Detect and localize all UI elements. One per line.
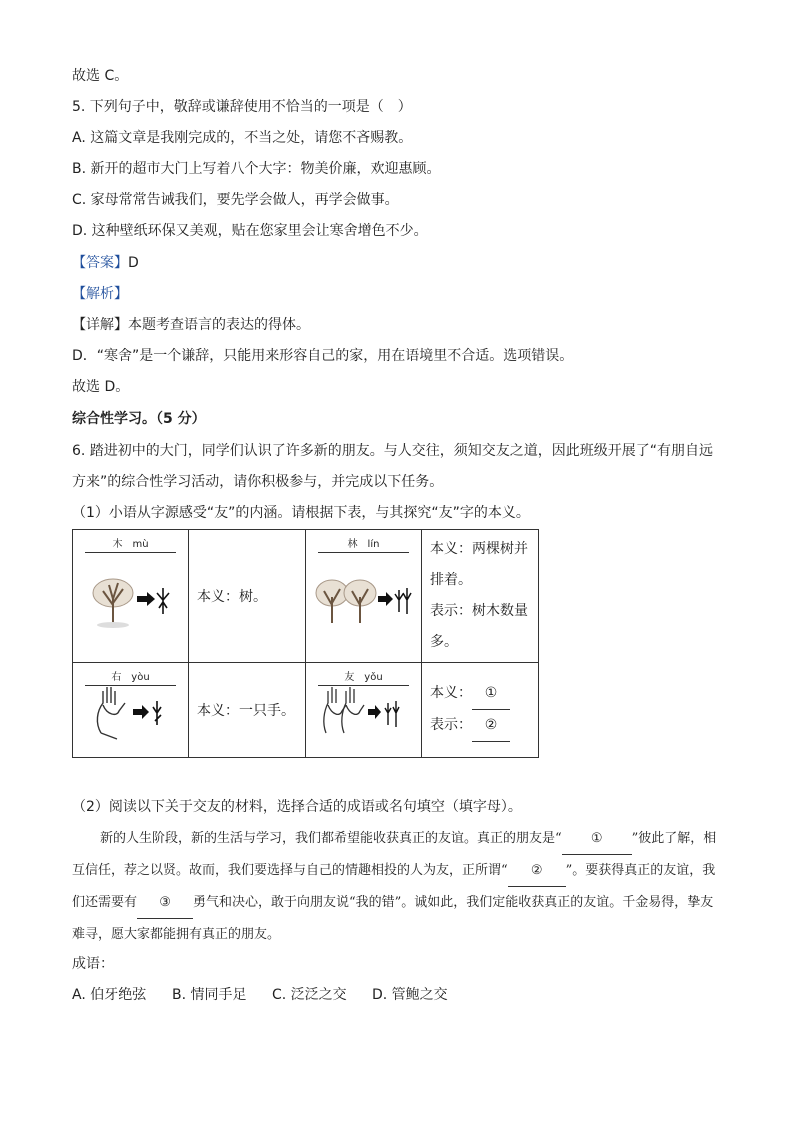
q5-option-a: A. 这篇文章是我刚完成的，不当之处，请您不吝赐教。: [72, 130, 413, 146]
blank-1[interactable]: ①: [472, 678, 510, 710]
you2-prefix1: 本义：: [430, 685, 472, 701]
q5-stem: 5. 下列句子中，敬辞或谦辞使用不恰当的一项是（ ）: [72, 99, 412, 115]
you2-line1: [430, 678, 538, 710]
q5-conclusion: 故选 D。: [72, 379, 130, 395]
two-hands-to-glyph-icon: [306, 663, 421, 757]
blank-2[interactable]: ②: [472, 710, 510, 742]
idiom-b: B. 情同手足: [172, 987, 247, 1003]
answer-value: D: [128, 255, 139, 271]
q5-option-c: C. 家母常常告诫我们，要先学会做人，再学会做事。: [72, 192, 399, 208]
passage-blank-2[interactable]: ②: [508, 855, 566, 887]
friendship-passage: [72, 823, 724, 950]
idiom-d: D. 管鲍之交: [372, 987, 448, 1003]
lin-image-cell: [306, 530, 422, 663]
passage-p1: 新的人生阶段，新的生活与学习，我们都希望能收获真正的友谊。真正的朋友是“: [100, 831, 562, 846]
analysis-tag: 【解析】: [72, 286, 128, 302]
hand-to-glyph-icon: [73, 663, 188, 757]
mu-image-cell: [73, 530, 189, 663]
section-title: 综合性学习。（5 分）: [72, 411, 206, 427]
q6-sub1: （1）小语从字源感受“友”的内涵。请根据下表，与其探究“友”字的本义。: [72, 505, 530, 521]
passage-p3: ”。要获得真正的友谊，我们还需要有: [72, 863, 716, 910]
passage-p4: 勇气和决心，敢于向朋友说“我的错”。诚如此，我们定能收获真正的友谊。千金易得，挚友难寻，愿大家都能拥有真正的朋友。: [72, 895, 714, 942]
q5-detail: 【详解】本题考查语言的表达的得体。: [72, 317, 310, 333]
tree-to-glyph-icon: [73, 530, 188, 662]
q6-stem-line2: 方来”的综合性学习活动，请你积极参与，并完成以下任务。: [72, 474, 444, 490]
lin-line3: 表示：树木数量: [430, 603, 528, 619]
idioms-label: 成语：: [72, 956, 114, 972]
answer-tag: 【答案】: [72, 255, 128, 271]
prev-answer: 故选 C。: [72, 68, 129, 84]
you2-caption: 友 yǒu: [318, 671, 409, 686]
you-meaning-cell: [189, 663, 306, 758]
idiom-a: A. 伯牙绝弦: [72, 987, 147, 1003]
you-meaning: 本义：一只手。: [197, 703, 295, 719]
q5-option-d: D. 这种壁纸环保又美观，贴在您家里会让寒舍增色不少。: [72, 223, 428, 239]
mu-meaning: 本义：树。: [197, 589, 267, 605]
q6-sub2: （2）阅读以下关于交友的材料，选择合适的成语或名句填空（填字母）。: [72, 799, 522, 815]
you-caption: 右 yòu: [85, 671, 176, 686]
q6-stem-line1: 6. 踏进初中的大门，同学们认识了许多新的朋友。与人交往，须知交友之道，因此班级开展了“有朋自远: [72, 443, 714, 459]
lin-caption: 林 lín: [318, 538, 409, 553]
q5-explanation: D．“寒舍”是一个谦辞，只能用来形容自己的家，用在语境里不合适。选项错误。: [72, 348, 574, 364]
lin-line4: 多。: [430, 634, 458, 650]
you2-meaning-cell: [422, 663, 539, 758]
lin-meaning-cell: [422, 530, 539, 663]
passage-blank-3[interactable]: ③: [137, 887, 193, 919]
character-origin-table: [72, 529, 539, 758]
you2-image-cell: [306, 663, 422, 758]
you2-prefix2: 表示：: [430, 717, 472, 733]
passage-p2: ”彼此了解，相互信任，荐之以贤。故而，我们要选择与自己的情趣相投的人为友，正所谓“: [72, 831, 717, 878]
you-image-cell: [73, 663, 189, 758]
mu-meaning-cell: [189, 530, 306, 663]
passage-blank-1[interactable]: ①: [562, 823, 632, 855]
q5-option-b: B. 新开的超市大门上写着八个大字：物美价廉，欢迎惠顾。: [72, 161, 441, 177]
you2-line2: [430, 710, 538, 742]
idiom-c: C. 泛泛之交: [272, 987, 347, 1003]
idioms-list: [72, 985, 448, 1005]
mu-caption: 木 mù: [85, 538, 176, 553]
q5-answer: [72, 253, 139, 273]
lin-line2: 排着。: [430, 572, 472, 588]
forest-to-glyph-icon: [306, 530, 421, 662]
lin-line1: 本义：两棵树并: [430, 541, 528, 557]
